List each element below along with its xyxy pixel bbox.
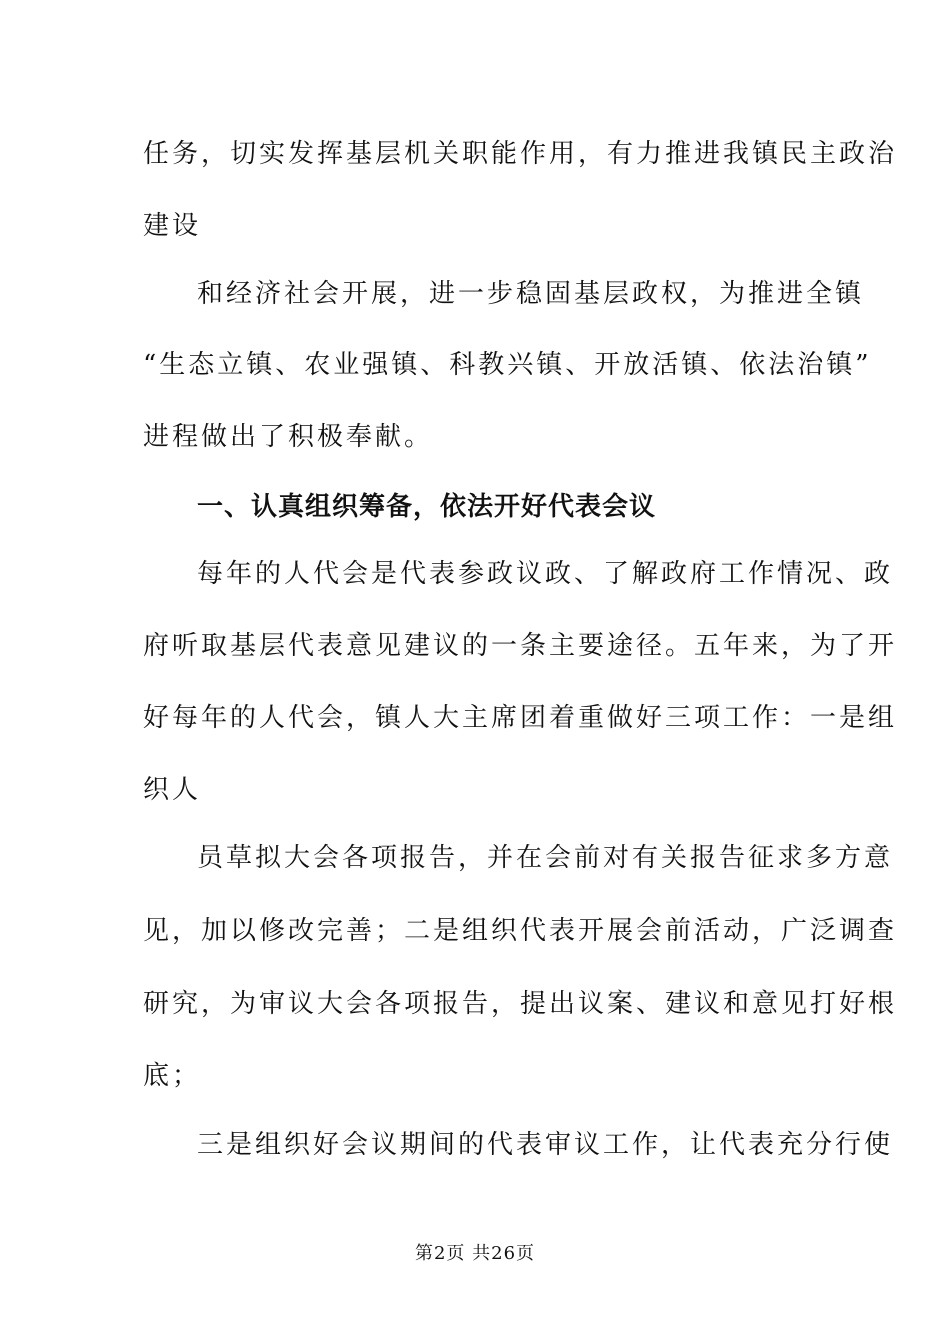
text-line: 员草拟大会各项报告，并在会前对有关报告征求多方意 <box>197 843 894 873</box>
text-line: 任务，切实发挥基层机关职能作用，有力推进我镇民主政治 <box>143 139 898 169</box>
text-line: 和经济社会开展，进一步稳固基层政权，为推进全镇 <box>197 279 865 309</box>
page-footer: 第2页 共26页 <box>414 1243 536 1264</box>
text-line: “生态立镇、农业强镇、科教兴镇、开放活镇、依法治镇” <box>143 350 872 380</box>
text-line: 建设 <box>143 211 202 241</box>
text-line: 底； <box>143 1061 202 1091</box>
text-line: 进程做出了积极奉献。 <box>143 422 434 452</box>
text-line: 每年的人代会是代表参政议政、了解政府工作情况、政 <box>197 559 894 589</box>
text-line: 好每年的人代会，镇人大主席团着重做好三项工作：一是组 <box>143 703 898 733</box>
section-heading: 一、认真组织筹备，依法开好代表会议 <box>197 492 657 522</box>
text-line: 见，加以修改完善；二是组织代表开展会前活动，广泛调查 <box>143 916 898 946</box>
text-line: 研究，为审议大会各项报告，提出议案、建议和意见打好根 <box>143 989 898 1019</box>
text-line: 织人 <box>143 775 202 805</box>
text-line: 府听取基层代表意见建议的一条主要途径。五年来，为了开 <box>143 631 898 661</box>
text-line: 三是组织好会议期间的代表审议工作，让代表充分行使 <box>197 1130 894 1160</box>
